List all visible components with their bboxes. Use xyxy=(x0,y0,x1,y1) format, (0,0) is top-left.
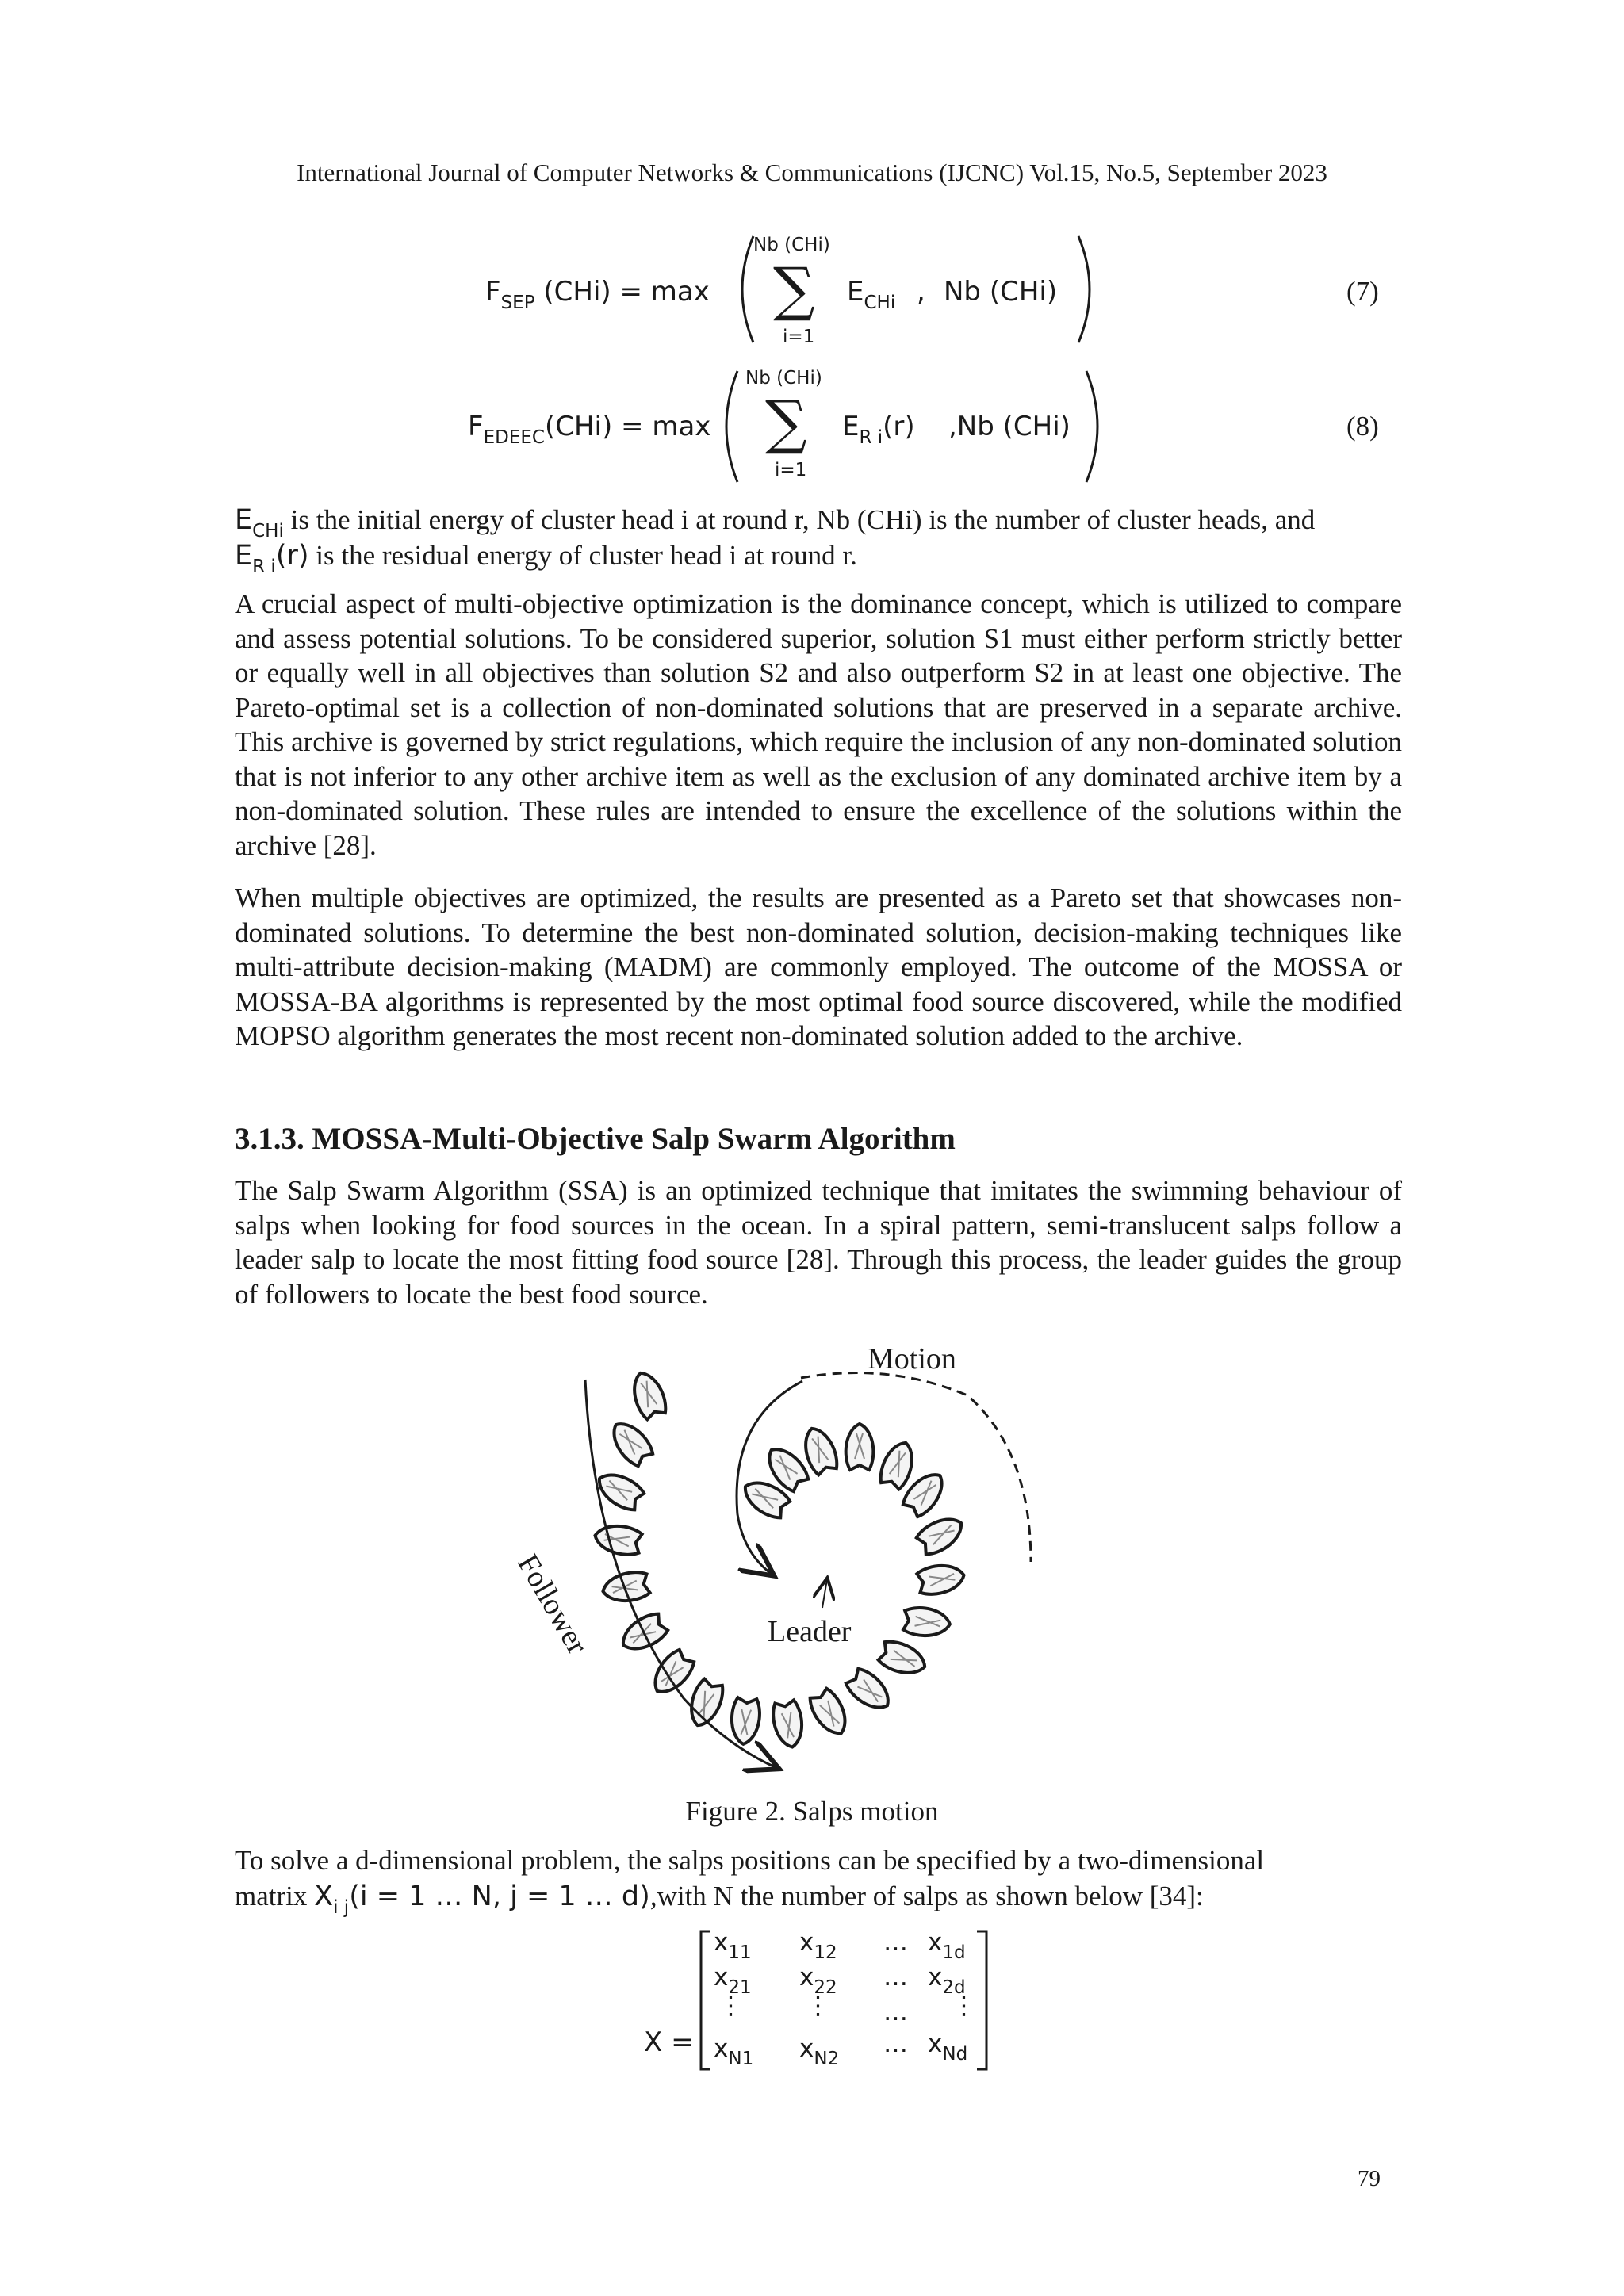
salp-drawing xyxy=(806,1686,853,1740)
running-header: International Journal of Computer Networks & Communications (IJCNC) Vol.15, No.5, September 2023 xyxy=(297,159,1327,186)
eq8-number: (8) xyxy=(1346,411,1379,442)
matrix-ellipsis-4: … xyxy=(883,2030,908,2058)
matrix-ellipsis-2: … xyxy=(883,1963,908,1992)
matrix-cell-nd: $x_{Nd}$ xyxy=(928,2030,968,2064)
eq7-sum-symbol: ∑ xyxy=(773,255,815,323)
eq7-upper-limit: Nb (CHi) xyxy=(753,235,830,255)
paragraph-pareto: When multiple objectives are optimized, the results are presented as a Pareto set that showcases non-dominated solutions. To determine the best non-dominated solution, decision-making techniques like multi-attribute decision-making (MADM) are commonly employed. The outcome of the MOSSA or MOSSA-BA algorithms is represented by the most optimal food source discovered, while the modified MOPSO algorithm generates the most recent non-dominated solution added to the archive. xyxy=(235,882,1402,1051)
matrix-cell-21: $x_{21}$ xyxy=(714,1963,752,1998)
salp-drawing xyxy=(914,1511,968,1558)
salp-drawing xyxy=(846,1424,874,1470)
matrix-cell-1d: $x_{1d}$ xyxy=(928,1928,966,1963)
salp-drawing xyxy=(646,1647,697,1700)
eq7-lower-limit: i=1 xyxy=(783,327,815,347)
eq7-number: (7) xyxy=(1346,276,1379,307)
paragraph-ssa: The Salp Swarm Algorithm (SSA) is an optimized technique that imitates the swimming behaviour of salps when looking for food sources in the ocean. In a spiral pattern, semi-translucent salps follow a leader salp to locate the most fitting food source [28]. Through this process, the leader guides the group of followers to locate the best food source. xyxy=(235,1175,1402,1310)
figure-salps-motion xyxy=(476,1332,1126,1792)
section-heading: 3.1.3. MOSSA-Multi-Objective Salp Swarm Algorithm xyxy=(235,1122,956,1156)
salps-diagram xyxy=(476,1332,1126,1792)
salp-drawing xyxy=(843,1666,896,1716)
salp-drawing xyxy=(916,1562,966,1597)
figure-caption: Figure 2. Salps motion xyxy=(685,1796,939,1827)
matrix-cell-n1: $x_{N1}$ xyxy=(714,2034,754,2069)
matrix-cell-11: $x_{11}$ xyxy=(714,1928,752,1963)
paragraph-dominance: A crucial aspect of multi-objective optimization is the dominance concept, which is utilized to compare and assess potential solutions. To be considered superior, solution S1 must either perform strictly better or equally well in all objectives than solution S2 and also outperform S2 in at least one objective. The Pareto-optimal set is a collection of non-dominated solutions that are preserved in a separate archive. This archive is governed by strict regulations, which require the inclusion of any non-dominated solution that is not inferior to any other archive item as well as the exclusion of any dominated archive item by a non-dominated solution. These rules are intended to ensure the excellence of the solutions within the archive [28]. xyxy=(235,588,1402,861)
definition-line-1: $E_{CHi}$ is the initial energy of cluster head i at round r, Nb (CHi) is the number of cluster heads, and xyxy=(235,504,1316,541)
definition-line-2: $E_{R i}(r)$ is the residual energy of cluster head i at round r. xyxy=(235,540,857,577)
eq8-term: $E_{R i}(r)$ xyxy=(842,411,915,448)
eq7-lhs: $F_{SEP}$ (CHi) = max xyxy=(485,276,710,313)
matrix-vdots-2: ⋮ xyxy=(806,1992,830,2020)
salp-drawing xyxy=(877,1438,918,1490)
eq8-lhs: $F_{EDEEC}(CHi) = \max$ xyxy=(468,411,711,448)
page-number: 79 xyxy=(1358,2166,1381,2191)
leader-pointer xyxy=(822,1579,827,1608)
matrix-cell-n2: $x_{N2}$ xyxy=(799,2034,840,2069)
salp-drawing xyxy=(771,1699,806,1749)
salp-drawing xyxy=(903,1606,952,1638)
motion-label: Motion xyxy=(868,1342,956,1376)
salp-drawing xyxy=(592,1522,642,1557)
paragraph-matrix-line-2: matrix $X_{i j}(i = 1$ … N, j = 1 … d),with N the number of salps as shown below [34]: xyxy=(235,1881,1204,1918)
salp-drawing xyxy=(730,1697,761,1746)
matrix-cell-2d: $x_{2d}$ xyxy=(928,1963,966,1998)
salp-drawing xyxy=(877,1638,929,1679)
follower-label: Follower xyxy=(511,1548,595,1660)
matrix-vdots-3: ⋮ xyxy=(952,1992,976,2020)
salp-drawing xyxy=(684,1678,726,1730)
salp-drawing xyxy=(605,1416,656,1469)
eq8-lower-limit: i=1 xyxy=(775,460,807,480)
matrix-lhs: X = xyxy=(644,2026,694,2058)
matrix-ellipsis-1: … xyxy=(883,1928,908,1957)
eq8-tail: ,Nb (CHi) xyxy=(948,411,1071,442)
leader-label: Leader xyxy=(768,1615,852,1648)
eq7-tail: Nb (CHi) xyxy=(944,276,1058,308)
eq8-sum-symbol: ∑ xyxy=(765,388,807,457)
eq8-upper-limit: Nb (CHi) xyxy=(745,368,822,388)
eq7-term: $E_{CHi}$ xyxy=(847,276,896,313)
paragraph-matrix-line-1: To solve a d-dimensional problem, the salps positions can be specified by a two-dimensional xyxy=(235,1845,1265,1876)
matrix-ellipsis-3: … xyxy=(883,1998,908,2026)
eq7-separator: , xyxy=(917,276,925,308)
matrix-vdots-1: ⋮ xyxy=(718,1992,743,2020)
salp-drawing xyxy=(627,1368,668,1421)
matrix-cell-12: $x_{12}$ xyxy=(799,1928,837,1963)
matrix-cell-22: $x_{22}$ xyxy=(799,1963,837,1998)
